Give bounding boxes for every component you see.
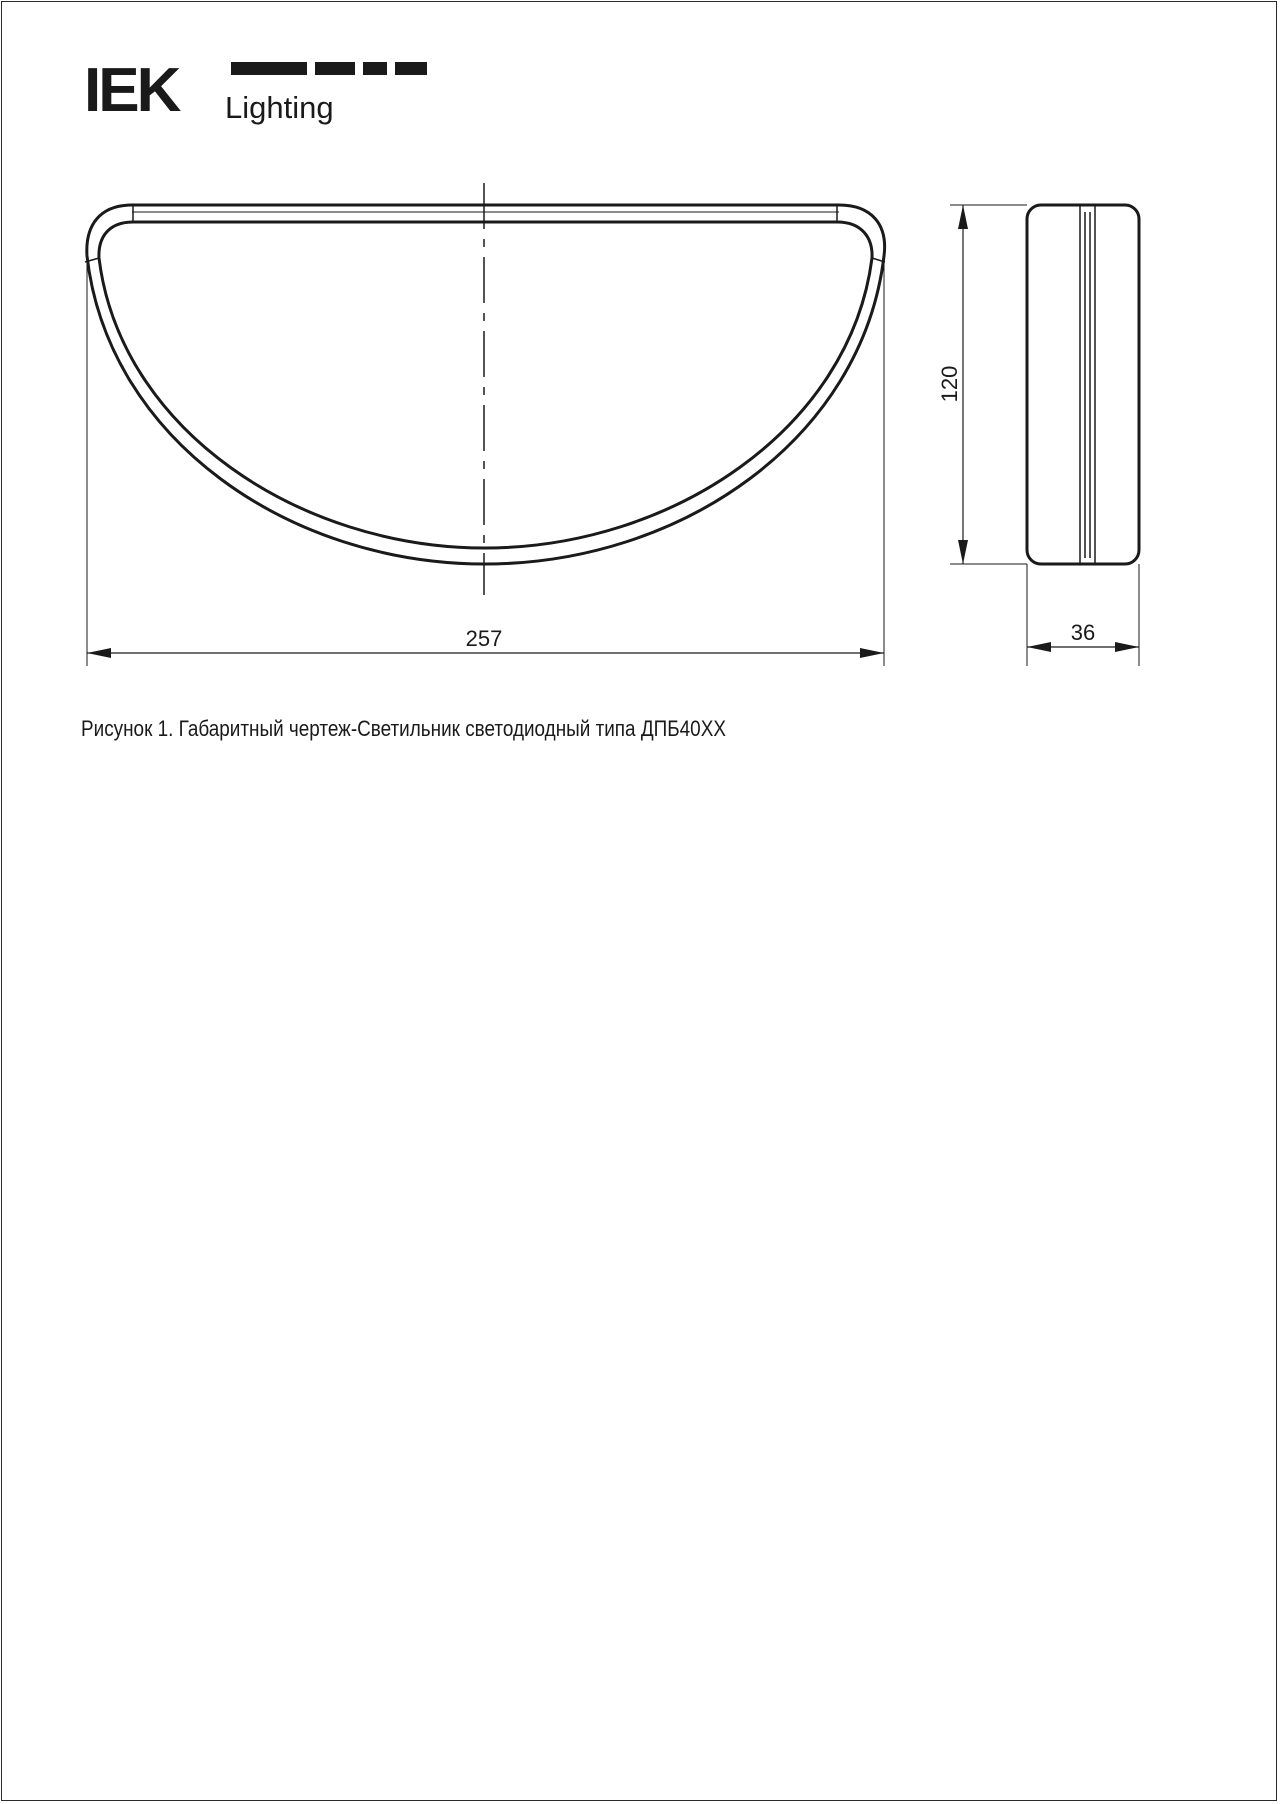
depth-dimension-label: 36 bbox=[1070, 620, 1096, 645]
front-view bbox=[85, 205, 885, 564]
diffuser-outline bbox=[99, 222, 872, 548]
side-view bbox=[1027, 205, 1139, 564]
height-dimension-label: 120 bbox=[937, 365, 962, 403]
logo-mark: IEK bbox=[84, 56, 179, 125]
logo-subtitle: Lighting bbox=[225, 90, 334, 125]
housing-outline bbox=[87, 205, 885, 564]
width-dimension bbox=[87, 262, 884, 666]
figure-caption: Рисунок 1. Габаритный чертеж-Светильник светодиодный типа ДПБ40ХХ bbox=[81, 716, 726, 741]
side-view-body bbox=[1027, 205, 1139, 564]
depth-dimension bbox=[1027, 564, 1139, 666]
width-dimension-label: 257 bbox=[465, 626, 503, 651]
